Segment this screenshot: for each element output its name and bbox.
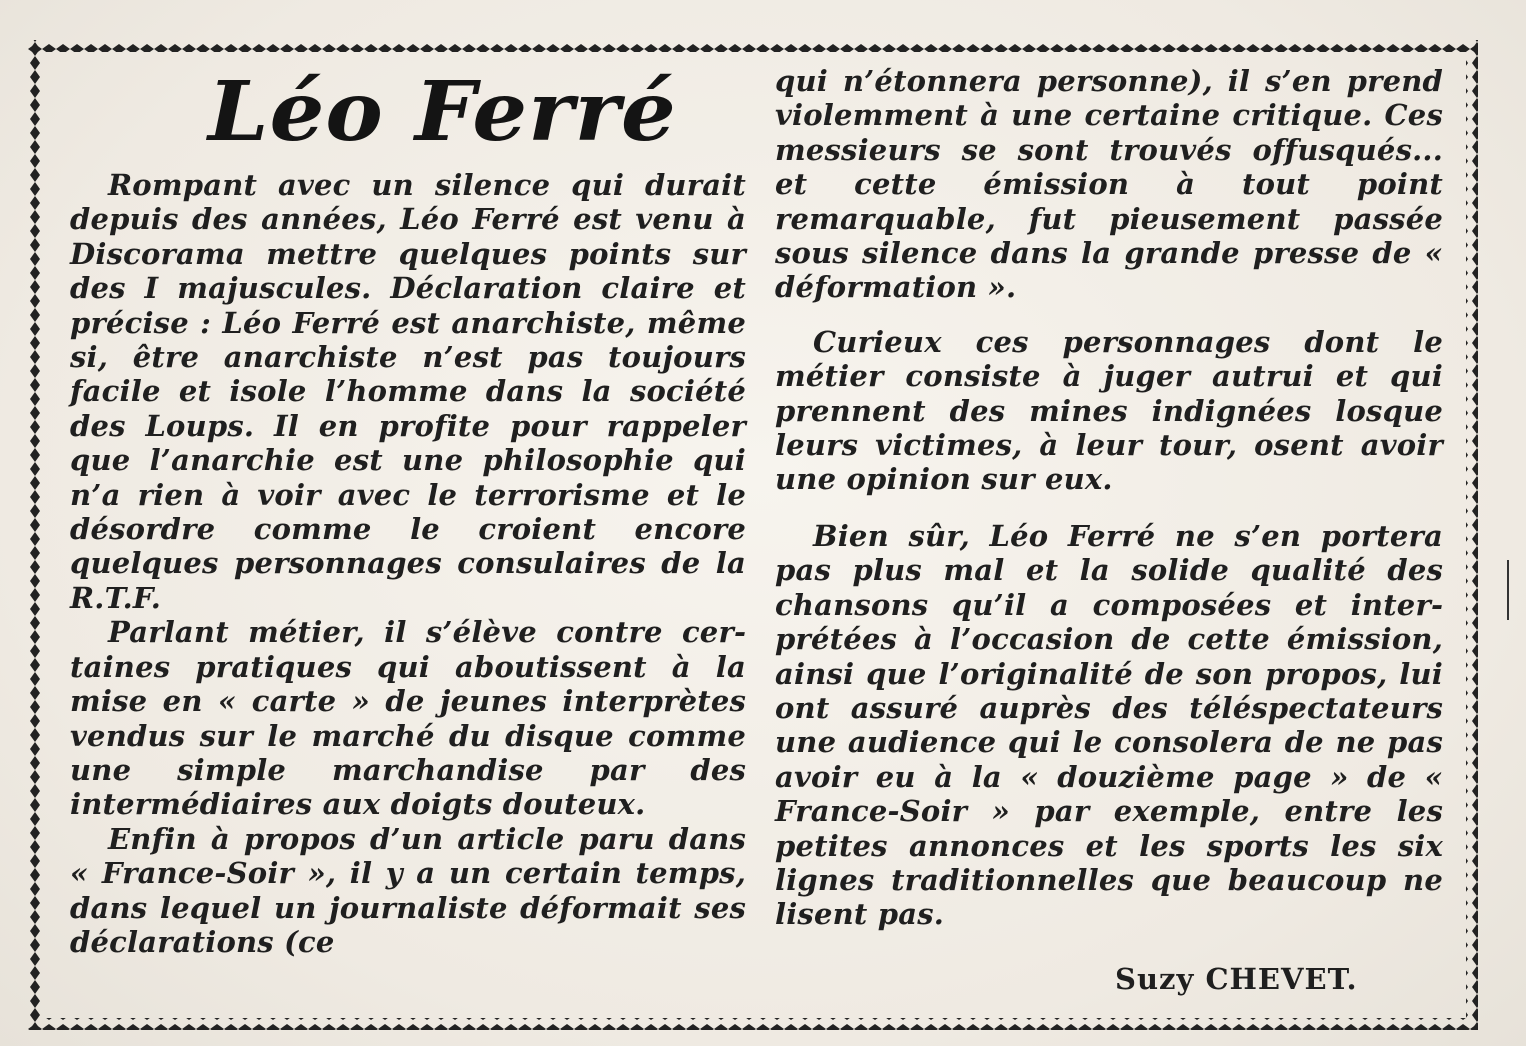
paragraph-4: Curieux ces personnages dont le métier consiste à juger autrui et qui prennent des mines indignées losque leurs victimes, à leur tour, osent avoir une opinion sur eux. <box>775 324 1443 497</box>
left-column <box>70 168 746 959</box>
paragraph-3-continued: qui n’étonnera personne), il s’en prend violemment à une certaine critique. Ces messieurs se sont trouvés offusqués... et cette émission à tout point remarquable, fut pieusement passée sous silence dans la grande presse de « déformation ». <box>775 64 1443 305</box>
author-signature: Suzy CHEVET. <box>1115 962 1358 996</box>
paragraph-1: Rompant avec un silence qui durait depuis des années, Léo Ferré est venu à Discorama mettre quelques points sur des I majuscules. Déclaration claire et précise : Léo Ferré est anarchiste, même si, être anarchiste n’est pas toujours facile et isole l’homme dans la société des Loups. Il en profite pour rappeler que l’anarchie est une philosophie qui n’a rien à voir avec le terrorisme et le désordre comme le croient encore quelques personnages consulaires de la R.T.F. <box>70 168 746 615</box>
paragraph-5: Bien sûr, Léo Ferré ne s’en portera pas plus mal et la solide qualité des chansons qu’il a composées et interprétées à l’occasion de cette émission, ainsi que l’originalité de son propos, lui ont assuré auprès des téléspectateurs une audience qui le consolera de ne pas avoir eu à la « douzième page » de « France-Soir » par exemple, entre les petites annonces et les sports les six lignes traditionnelles que beaucoup ne lisent pas. <box>775 518 1443 932</box>
paragraph-3: Enfin à propos d’un article paru dans « France-Soir », il y a un certain temps, dans lequel un journaliste déformait ses déclarations (ce <box>70 821 746 959</box>
article-title: Léo Ferré <box>208 64 677 160</box>
paragraph-2: Parlant métier, il s’élève contre certaines pratiques qui aboutissent à la mise en « carte » de jeunes interprètes vendus sur le marché du disque comme une simple marchandise par des intermédiaires aux doigts douteux. <box>70 615 746 822</box>
right-column <box>775 64 1443 932</box>
